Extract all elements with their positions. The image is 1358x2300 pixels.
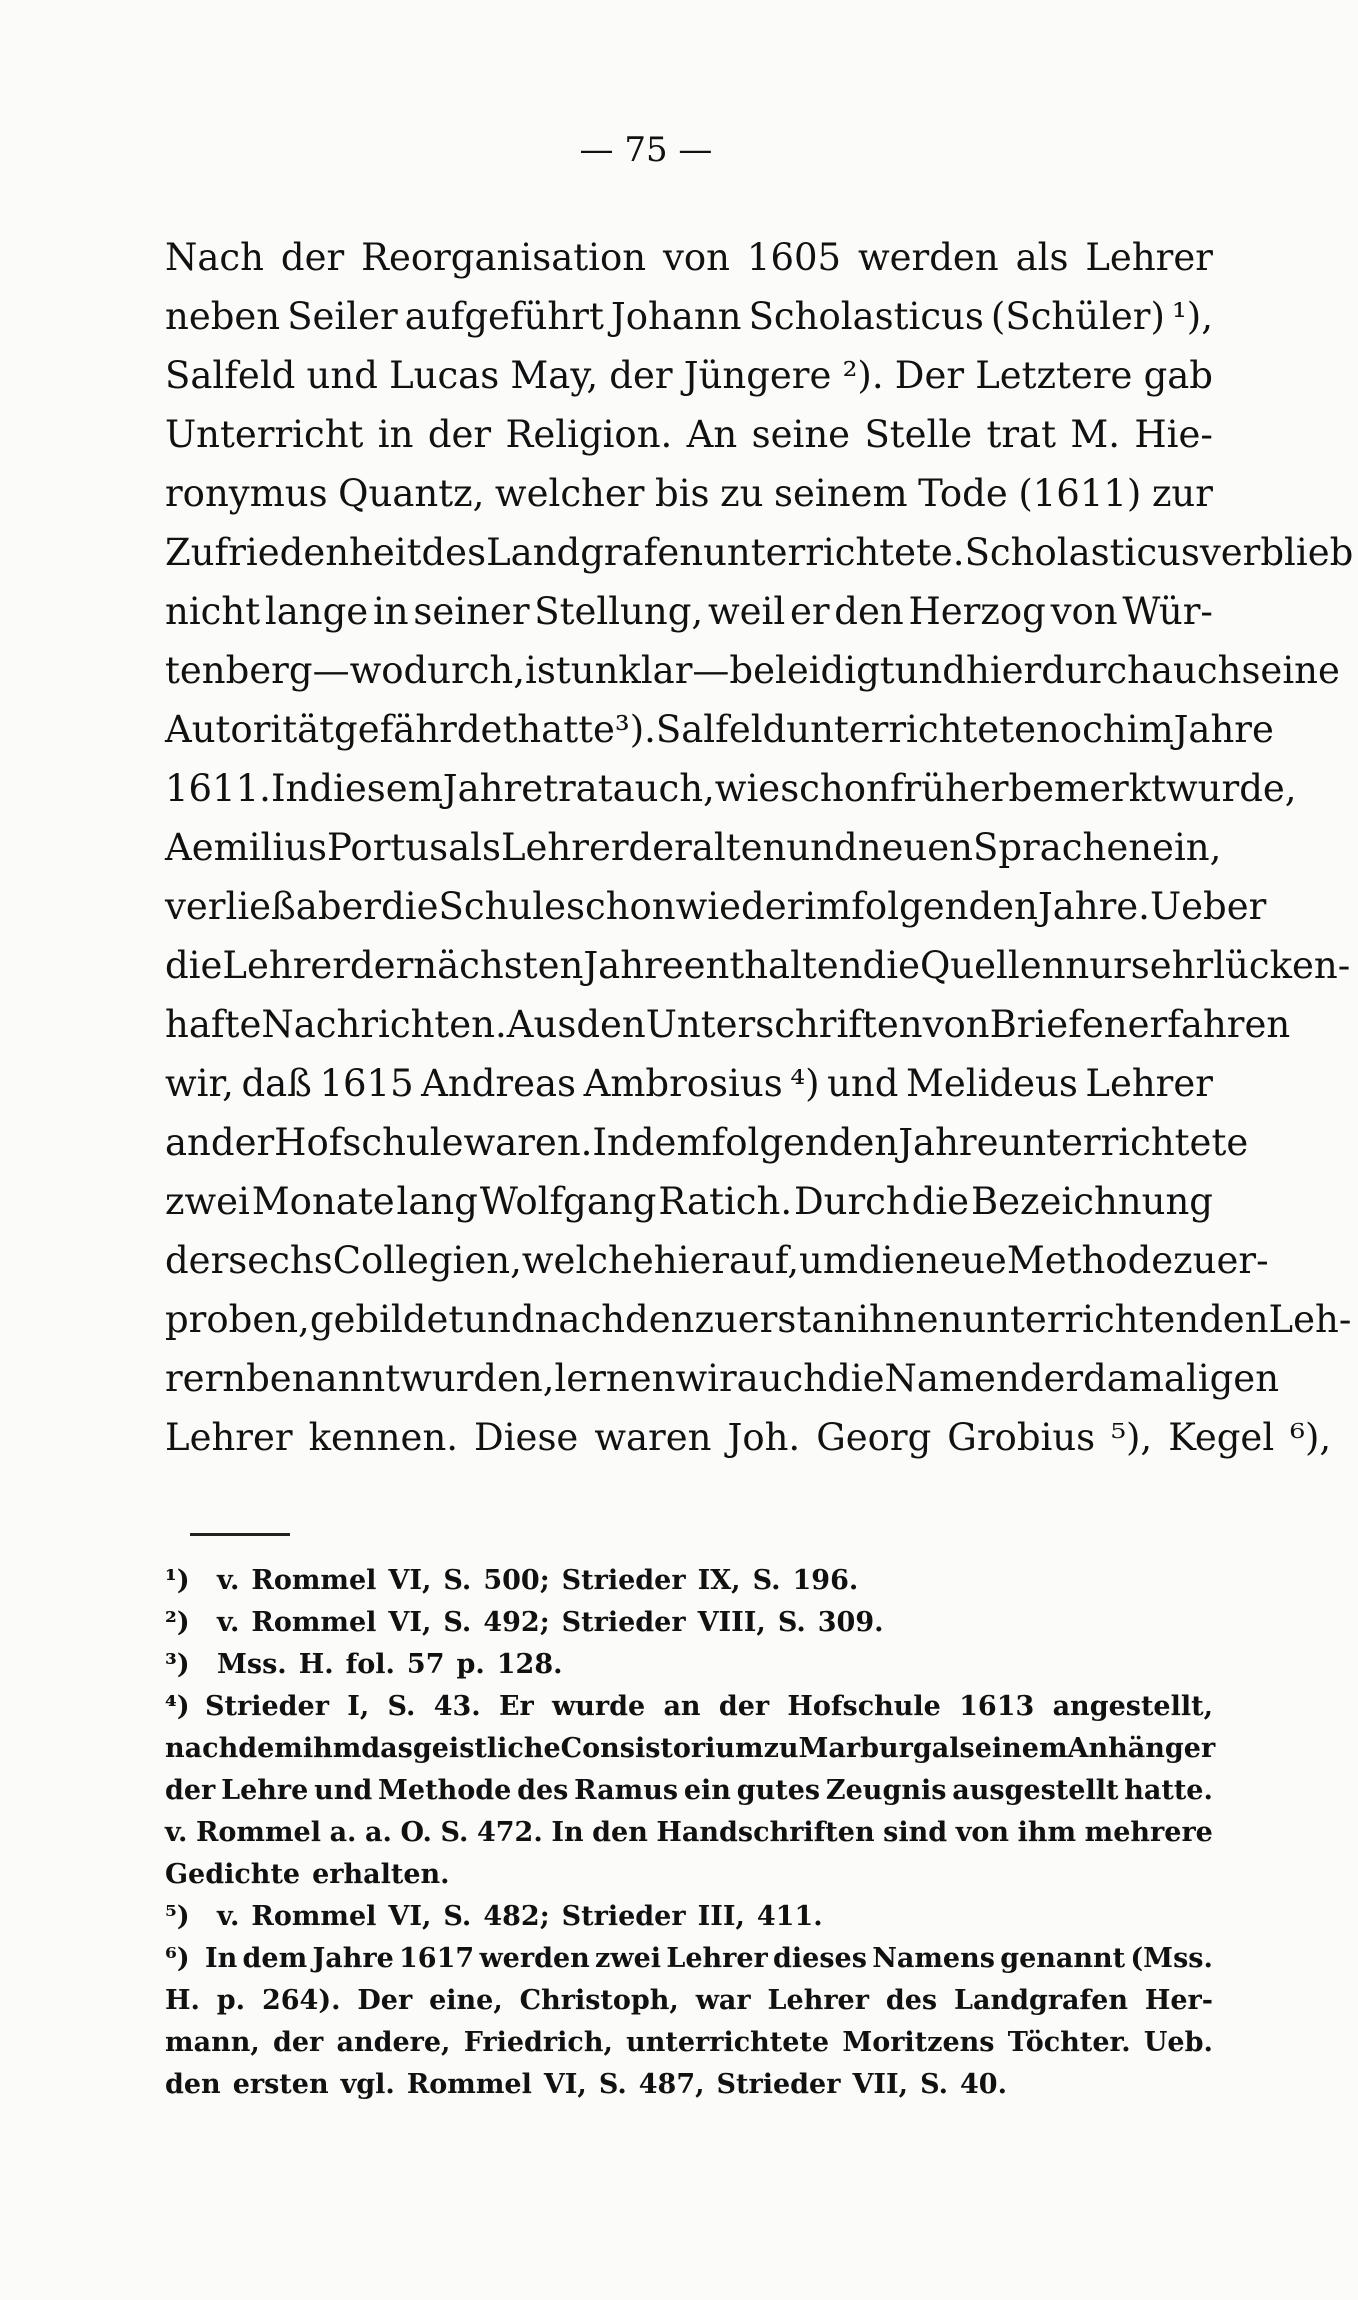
footnote-text: mann, der andere, Friedrich, unterrichtete Moritzens Töchter. Ueb. bbox=[165, 2027, 1213, 2058]
body-line: Aemilius Portus als Lehrer der alten und neuen Sprachen ein, bbox=[165, 826, 1222, 869]
footnote-line bbox=[165, 2064, 1213, 2106]
footnote-line bbox=[165, 1728, 1216, 1770]
footnote-text: v. Rommel a. a. O. S. 472. In den Handschriften sind von ihm mehrere bbox=[165, 1817, 1213, 1848]
body-line: Lehrer kennen. Diese waren Joh. Georg Grobius ⁵), Kegel ⁶), bbox=[165, 1416, 1332, 1459]
footnote-line bbox=[165, 1980, 1213, 2022]
body-line: an der Hofschule waren. In dem folgenden Jahre unterrichtete bbox=[165, 1121, 1249, 1164]
footnote-line bbox=[165, 1938, 1213, 1980]
footnotes bbox=[165, 1560, 1216, 2106]
body-line: Unterricht in der Religion. An seine Stelle trat M. Hie- bbox=[165, 413, 1213, 456]
footnote-mark: ⁴) bbox=[165, 1691, 190, 1722]
footnote-text: den ersten vgl. Rommel VI, S. 487, Strieder VII, S. 40. bbox=[165, 2069, 1007, 2100]
footnote-mark: ³) bbox=[165, 1649, 190, 1680]
body-line: hafte Nachrichten. Aus den Unterschriften von Briefen erfahren bbox=[165, 1003, 1291, 1046]
footnote-text: nachdem ihm das geistliche Consistorium zu Marburg als einem Anhänger bbox=[165, 1733, 1216, 1764]
footnote-mark: ⁵) bbox=[165, 1901, 190, 1932]
page-number: — 75 — bbox=[579, 130, 713, 170]
footnote-line bbox=[165, 1686, 1213, 1728]
footnote-line bbox=[165, 1560, 1213, 1602]
footnote-text: Gedichte erhalten. bbox=[165, 1859, 450, 1890]
body-line: 1611. In diesem Jahre trat auch, wie schon früher bemerkt wurde, bbox=[165, 767, 1297, 810]
body-line: Nach der Reorganisation von 1605 werden als Lehrer bbox=[165, 236, 1213, 279]
body-line: wir, daß 1615 Andreas Ambrosius ⁴) und Melideus Lehrer bbox=[165, 1062, 1213, 1105]
footnote-line bbox=[165, 1770, 1213, 1812]
body-line: tenberg — wodurch, ist unklar — beleidigt und hierdurch auch seine bbox=[165, 649, 1340, 692]
footnote-mark: ⁶) bbox=[165, 1943, 190, 1974]
footnote-text: Mss. H. fol. 57 p. 128. bbox=[217, 1649, 563, 1680]
body-line: verließ aber die Schule schon wieder im folgenden Jahre. Ueber bbox=[165, 885, 1267, 928]
footnote-text: v. Rommel VI, S. 500; Strieder IX, S. 196. bbox=[217, 1565, 859, 1596]
footnote-line bbox=[165, 1896, 1213, 1938]
footnote-line bbox=[165, 1812, 1213, 1854]
footnote-line bbox=[165, 1602, 1213, 1644]
body-line: rern benannt wurden, lernen wir auch die Namen der damaligen bbox=[165, 1357, 1280, 1400]
body-line: proben, gebildet und nach den zuerst an ihnen unterrichtenden Leh- bbox=[165, 1298, 1352, 1341]
body-line: der sechs Collegien, welche hierauf, um die neue Methode zu er- bbox=[165, 1239, 1269, 1282]
footnote-text: v. Rommel VI, S. 482; Strieder III, 411. bbox=[217, 1901, 823, 1932]
footnote-text: In dem Jahre 1617 werden zwei Lehrer dieses Namens genannt (Mss. bbox=[205, 1943, 1213, 1974]
footnote-text: H. p. 264). Der eine, Christoph, war Lehrer des Landgrafen Her- bbox=[165, 1985, 1213, 2016]
body-line: Autorität gefährdet hatte ³). Salfeld unterrichtete noch im Jahre bbox=[165, 708, 1274, 751]
body-text bbox=[165, 228, 1354, 1467]
body-line: neben Seiler aufgeführt Johann Scholasticus (Schüler) ¹), bbox=[165, 295, 1213, 338]
footnote-line bbox=[165, 1854, 1213, 1896]
footnote-separator bbox=[190, 1533, 290, 1536]
footnote-text: Strieder I, S. 43. Er wurde an der Hofschule 1613 angestellt, bbox=[205, 1691, 1213, 1722]
footnote-text: v. Rommel VI, S. 492; Strieder VIII, S. 309. bbox=[217, 1607, 884, 1638]
body-line: nicht lange in seiner Stellung, weil er den Herzog von Wür- bbox=[165, 590, 1213, 633]
footnote-text: der Lehre und Methode des Ramus ein gutes Zeugnis ausgestellt hatte. bbox=[165, 1775, 1213, 1806]
footnote-mark: ²) bbox=[165, 1607, 190, 1638]
footnote-mark: ¹) bbox=[165, 1565, 190, 1596]
body-line: die Lehrer der nächsten Jahre enthalten die Quellen nur sehr lücken- bbox=[165, 944, 1351, 987]
footnote-line bbox=[165, 1644, 1213, 1686]
footnote-line bbox=[165, 2022, 1213, 2064]
body-line: zwei Monate lang Wolfgang Ratich. Durch die Bezeichnung bbox=[165, 1180, 1213, 1223]
body-line: ronymus Quantz, welcher bis zu seinem Tode (1611) zur bbox=[165, 472, 1213, 515]
body-line: Salfeld und Lucas May, der Jüngere ²). Der Letztere gab bbox=[165, 354, 1213, 397]
body-line: Zufriedenheit des Landgrafen unterrichtete. Scholasticus verblieb bbox=[165, 531, 1354, 574]
